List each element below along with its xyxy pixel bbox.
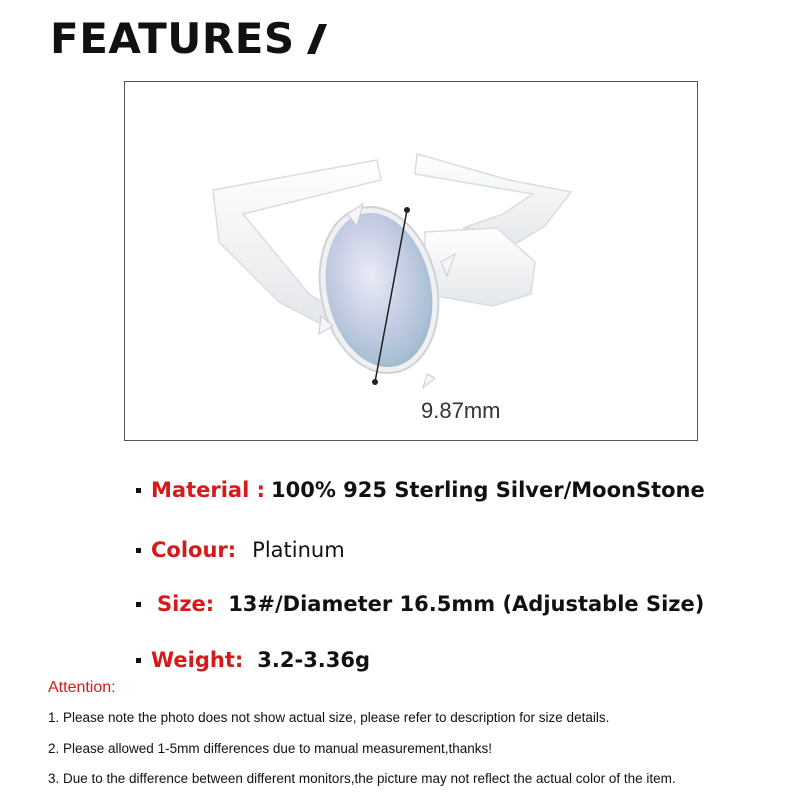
spec-size bbox=[136, 592, 704, 616]
spec-label: Size: bbox=[157, 592, 215, 616]
spec-material bbox=[136, 478, 705, 502]
header bbox=[50, 8, 329, 68]
spec-value: 100% 925 Sterling Silver/MoonStone bbox=[270, 478, 705, 502]
bullet-icon bbox=[136, 548, 141, 553]
spec-value: 3.2-3.36g bbox=[257, 648, 371, 672]
bullet-icon bbox=[136, 488, 141, 493]
spec-label: Material : bbox=[151, 478, 265, 502]
bullet-icon bbox=[136, 602, 141, 607]
slash-icon bbox=[305, 18, 329, 58]
measurement-label: 9.87mm bbox=[421, 398, 501, 423]
spec-weight bbox=[136, 648, 370, 672]
attention-note: 3. Due to the difference between different monitors,the picture may not reflect the actual color of the item. bbox=[48, 771, 676, 786]
spec-value: 13#/Diameter 16.5mm (Adjustable Size) bbox=[228, 592, 705, 616]
bullet-icon bbox=[136, 658, 141, 663]
attention-note: 1. Please note the photo does not show actual size, please refer to description for size details. bbox=[48, 710, 610, 725]
page-title: FEATURES bbox=[50, 13, 295, 63]
attention-title: Attention: bbox=[48, 679, 116, 696]
spec-label: Colour: bbox=[151, 538, 237, 562]
spec-label: Weight: bbox=[151, 648, 244, 672]
spec-colour bbox=[136, 538, 345, 562]
ring-illustration bbox=[125, 82, 699, 442]
spec-value: Platinum bbox=[252, 538, 345, 562]
product-photo-frame bbox=[124, 81, 698, 441]
attention-note: 2. Please allowed 1-5mm differences due to manual measurement,thanks! bbox=[48, 741, 492, 756]
